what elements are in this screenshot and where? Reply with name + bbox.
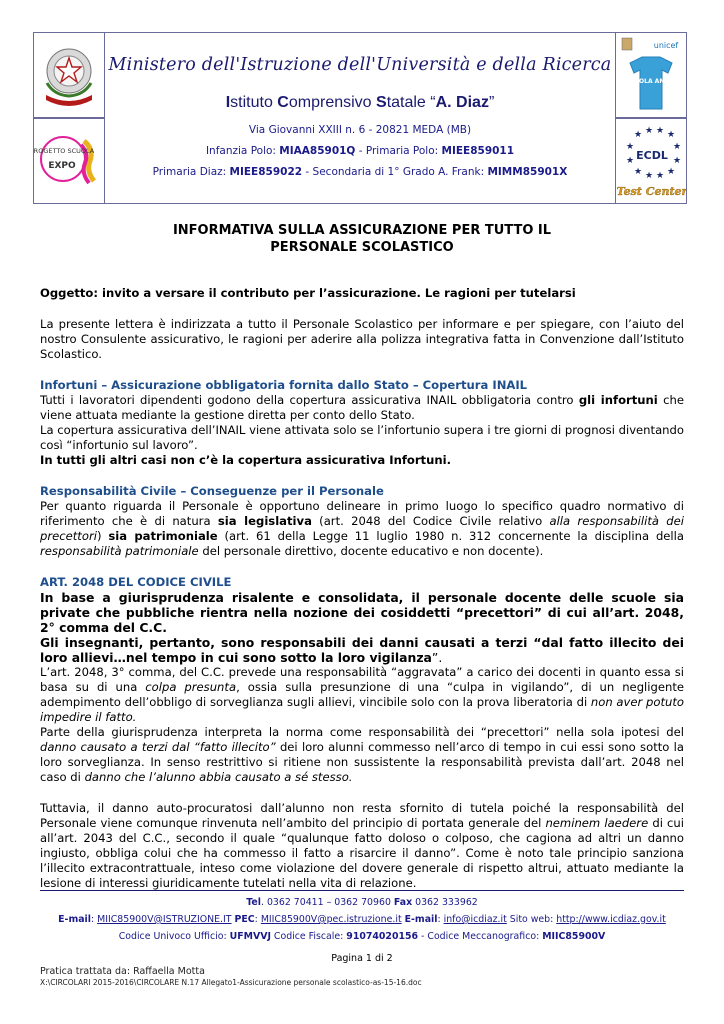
- scuola-amica-label: SCUOLA AMICA: [625, 78, 677, 85]
- svg-text:★: ★: [667, 130, 676, 140]
- infortuni-paragraph-1: Tutti i lavoratori dipendenti godono della copertura assicurativa INAIL obbligatoria contro gli infortuni che viene attuata mediante la gestione diretta per conto dello Stato.: [40, 393, 684, 422]
- scuola-amica-icon: [616, 33, 686, 117]
- ministry-title: Ministero dell'Istruzione dell'Università e della Ricerca: [108, 55, 612, 75]
- expo-logo-icon: [34, 119, 104, 203]
- progetto-label: PROGETTO SCUOLA: [34, 147, 95, 155]
- footer-phone: Tel. 0362 70411 – 0362 70960 Fax 0362 333962: [246, 897, 478, 908]
- footer-divider: [40, 890, 684, 891]
- art2048-paragraph-2: Gli insegnanti, pertanto, sono responsabili dei danni causati a terzi “dal fatto illecito dei loro allievi…nel tempo in cui sono sotto la loro vigilanza”.: [40, 635, 684, 665]
- ecdl-label: ECDL: [636, 149, 668, 162]
- repubblica-emblem-box: [33, 32, 105, 118]
- document-body: [40, 286, 684, 891]
- intro-paragraph: La presente lettera è indirizzata a tutto il Personale Scolastico per informare e per spiegare, con l’aiuto del nostro Consulente assicurativo, le ragioni per aderire alla polizza integrativa fatta in Convenzione dall’Istituto Scolastico.: [40, 317, 684, 361]
- document-title: INFORMATIVA SULLA ASSICURAZIONE PER TUTTO IL PERSONALE SCOLASTICO: [172, 223, 552, 255]
- art2048-heading: ART. 2048 DEL CODICE CIVILE: [40, 575, 232, 589]
- art2048-paragraph-1: In base a giurisprudenza risalente e consolidata, il personale docente delle scuole sia private che pubbliche rientra nella nozione dei cosiddetti “precettori” di cui all’art. 2048, 2° comma del C.C.: [40, 590, 684, 635]
- school-name: Istituto Comprensivo Statale “A. Diaz”: [225, 94, 495, 111]
- svg-text:★: ★: [673, 156, 682, 166]
- footer-contacts: E-mail: MIIC85900V@ISTRUZIONE.IT PEC: MIIC85900V@pec.istruzione.it E-mail: info@icdiaz.it Sito web: http://www.icdiaz.gov.it: [58, 914, 666, 925]
- school-codes-line2: Primaria Diaz: MIEE859022 - Secondaria di 1° Grado A. Frank: MIMM85901X: [152, 166, 568, 178]
- svg-text:★: ★: [667, 167, 676, 177]
- subject-line: Oggetto: invito a versare il contributo per l’assicurazione. Le ragioni per tutelarsi: [40, 286, 576, 300]
- rc-heading: Responsabilità Civile – Conseguenze per il Personale: [40, 484, 384, 498]
- unicef-label: unicef: [653, 41, 679, 50]
- email2-link[interactable]: info@icdiaz.it: [443, 914, 507, 925]
- pec-link[interactable]: MIIC85900V@pec.istruzione.it: [260, 914, 402, 925]
- svg-text:★: ★: [634, 130, 643, 140]
- svg-text:★: ★: [634, 167, 643, 177]
- file-path: X:\CIRCOLARI 2015-2016\CIRCOLARE N.17 Allegato1-Assicurazione personale scolastico-as-15-16.doc: [40, 978, 422, 987]
- tuttavia-paragraph: Tuttavia, il danno auto-procuratosi dall’alunno non resta sfornito di tutela poiché la responsabilità del Personale viene comunque rinvenuta nell’ambito del principio di portata generale del neminem laedere di cui all’art. 2043 del C.C., secondo il quale “qualunque fatto doloso o colposo, che cagiona ad altri un danno ingiusto, obbliga colui che ha commesso il fatto a risarcire il danno”. Come è noto tale principio sanziona l’illecito extracontrattuale, inteso come violazione del dovere generale di rispetto altrui, attuato mediante la lesione di interessi giuridicamente tutelati nella vita di relazione.: [40, 801, 685, 890]
- repubblica-emblem-icon: [34, 33, 104, 117]
- art2048-paragraph-3: L’art. 2048, 3° comma, del C.C. prevede una responsabilità “aggravata” a carico dei docenti in quanto essa si basa su di una colpa presunta, ossia sulla presunzione di una “culpa in vigilando”, di un negligente adempimento dell’obbligo di sorveglianza sugli allievi, vincibile solo con la prova liberatoria di non aver potuto impedire il fatto.: [40, 665, 685, 724]
- svg-text:★: ★: [645, 171, 654, 181]
- school-address: Via Giovanni XXIII n. 6 - 20821 MEDA (MB): [248, 124, 472, 136]
- footer-codes: Codice Univoco Ufficio: UFMVVJ Codice Fiscale: 91074020156 - Codice Meccanografico: MIIC85900V: [118, 931, 606, 942]
- svg-text:★: ★: [673, 142, 682, 152]
- infortuni-paragraph-3: In tutti gli altri casi non c’è la copertura assicurativa Infortuni.: [40, 453, 451, 467]
- website-link[interactable]: http://www.icdiaz.gov.it: [556, 914, 666, 925]
- svg-text:★: ★: [626, 142, 635, 152]
- svg-text:★: ★: [656, 126, 665, 136]
- svg-text:★: ★: [645, 126, 654, 136]
- infortuni-heading: Infortuni – Assicurazione obbligatoria fornita dallo Stato – Copertura INAIL: [40, 378, 528, 392]
- pratica-line: Pratica trattata da: Raffaella Motta: [40, 966, 205, 977]
- art2048-paragraph-4: Parte della giurisprudenza interpreta la norma come responsabilità dei “precettori” nella sola ipotesi del danno causato a terzi dal “fatto illecito” dei loro alunni commesso nell’arco di tempo in cui essi sono sotto la loro sorveglianza. In senso restrittivo si ritiene non sussistente la responsabilità prevista dall’art. 2048 nel caso di danno che l’alunno abbia causato a sé stesso.: [40, 725, 685, 784]
- infortuni-paragraph-2: La copertura assicurativa dell’INAIL viene attivata solo se l’infortunio supera i tre giorni di prognosi diventando così “infortunio sul lavoro”.: [40, 423, 684, 452]
- svg-text:★: ★: [656, 171, 665, 181]
- rc-paragraph: Per quanto riguarda il Personale è opportuno delineare in primo luogo lo specifico quadro normativo di riferimento che è di natura sia legislativa (art. 2048 del Codice Civile relativo alla responsabilità dei precettori) sia patrimoniale (art. 61 della Legge 11 luglio 1980 n. 312 concernente la disciplina della responsabilità patrimoniale del personale direttivo, docente educativo e non docente).: [40, 499, 684, 558]
- expo-label: EXPO: [48, 161, 76, 171]
- school-codes-line1: Infanzia Polo: MIAA85901Q - Primaria Polo: MIEE859011: [205, 145, 515, 157]
- ecdl-logo-box: [615, 118, 687, 204]
- test-center-label: Test Center: [616, 185, 686, 198]
- ecdl-logo-icon: [616, 119, 686, 203]
- scuola-amica-box: [615, 32, 687, 118]
- expo-logo-box: [33, 118, 105, 204]
- page-number: Pagina 1 di 2: [331, 953, 393, 964]
- email-link[interactable]: MIIC85900V@ISTRUZIONE.IT: [97, 914, 232, 925]
- svg-text:★: ★: [626, 156, 635, 166]
